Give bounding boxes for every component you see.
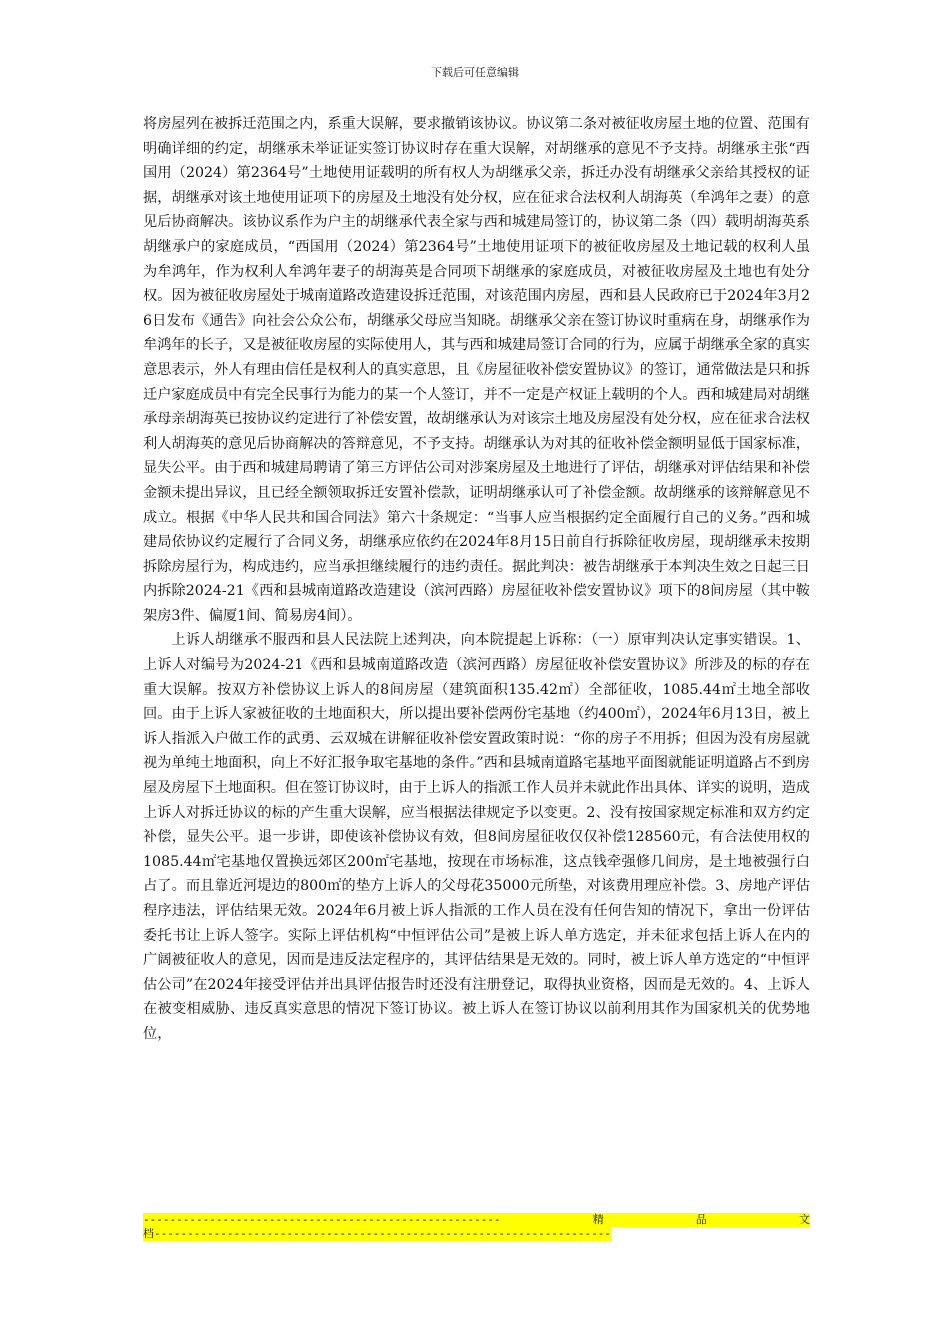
paragraph-judgment: 将房屋列在被拆迁范围之内，系重大误解，要求撤销该协议。协议第二条对被征收房屋土地的位置、范围有明确详细的约定，胡继承未举证证实签订协议时存在重大误解，对胡继承的意见不予支持。胡继承主张“西国用（2024）第2364号”土地使用证载明的所有权人为胡继承父亲，拆迁办没有胡继承父亲给其授权的证据，胡继承对该土地使用证项下的房屋及土地没有处分权，应在征求合法权利人胡海英（牟鸿年之妻）的意见后协商解决。该协议系作为户主的胡继承代表全家与西和城建局签订的，协议第二条（四）载明胡海英系胡继承户的家庭成员，“西国用（2024）第2364号”土地使用证项下的被征收房屋及土地记载的权利人虽为牟鸿年，作为权利人牟鸿年妻子的胡海英是合同项下胡继承的家庭成员，对被征收房屋及土地也有处分权。因为被征收房屋处于城南道路改造建设拆迁范围，对该范围内房屋，西和县人民政府已于2024年3月26日发布《通告》向社会公众公布，胡继承父母应当知晓。胡继承父亲在签订协议时重病在身，胡继承作为牟鸿年的长子，又是被征收房屋的实际使用人，其与西和城建局签订合同的行为，应属于胡继承全家的真实意思表示，外人有理由信任是权利人的真实意思，且《房屋征收补偿安置协议》的签订，通常做法是只和拆迁户家庭成员中有完全民事行为能力的某一个人签订，并不一定是产权证上载明的个人。西和城建局对胡继承母亲胡海英已按协议约定进行了补偿安置，故胡继承认为对该宗土地及房屋没有处分权，应在征求合法权利人胡海英的意见后协商解决的答辩意见，不予支持。胡继承认为对其的征收补偿金额明显低于国家标准，显失公平。由于西和城建局聘请了第三方评估公司对涉案房屋及土地进行了评估，胡继承对评估结果和补偿金额未提出异议，且已经全额领取拆迁安置补偿款，证明胡继承认可了补偿金额。故胡继承的该辩解意见不成立。根据《中华人民共和国合同法》第六十条规定：“当事人应当根据约定全面履行自己的义务。”西和城建局依协议约定履行了合同义务，胡继承应依约在2024年8月15日前自行拆除征收房屋，现胡继承未按期拆除房屋行为，构成违约，应当承担继续履行的违约责任。据此判决：被告胡继承于本判决生效之日起三日内拆除2024-21《西和县城南道路改造建设（滨河西路）房屋征收补偿安置协议》项下的8间房屋（其中鞍架房3件、偏厦1间、简易房4间）。	[143, 116, 810, 624]
page-header: 下载后可任意编辑	[431, 66, 519, 79]
footer-dashes-left: ------------------------------------------------------	[143, 1213, 501, 1226]
footer-char-1: 精	[592, 1213, 604, 1226]
paragraph-appeal: 上诉人胡继承不服西和县人民法院上述判决，向本院提起上诉称：（一）原审判决认定事实错误。1、上诉人对编号为2024-21《西和县城南道路改造（滨河西路）房屋征收补偿安置协议》所涉及的标的存在重大误解。按双方补偿协议上诉人的8间房屋（建筑面积135.42㎡）全部征收，1085.44㎡土地全部收回。由于上诉人家被征收的土地面积大，所以提出要补偿两份宅基地（约400㎡），2024年6月13日，被上诉人指派入户做工作的武勇、云双城在讲解征收补偿安置政策时说：“你的房子不用拆；但因为没有房屋就视为单纯土地面积，向上不好汇报争取宅基地的条件。”西和县城南道路宅基地平面图就能证明道路占不到房屋及房屋下土地面积。但在签订协议时，由于上诉人的指派工作人员并未就此作出具体、详实的说明，造成上诉人对拆迁协议的标的产生重大误解，应当根据法律规定予以变更。2、没有按国家规定标准和双方约定补偿，显失公平。退一步讲，即使该补偿协议有效，但8间房屋征收仅仅补偿128560元，有合法使用权的1085.44㎡宅基地仅置换远郊区200㎡宅基地，按现在市场标准，这点钱牵强修几间房，是土地被强行白占了。而且靠近河堤边的800㎡的垫方上诉人的父母花35000元所垫，对该费用理应补偿。3、房地产评估程序违法，评估结果无效。2024年6月被上诉人指派的工作人员在没有任何告知的情况下，拿出一份评估委托书让上诉人签字。实际上评估机构“中恒评估公司”是被上诉人单方选定，并未征求包括上诉人在内的广阔被征收人的意见，因而是违反法定程序的，其评估结果是无效的。同时，被上诉人单方选定的“中恒评估公司”在2024年接受评估并出具评估报告时还没有注册登记，取得执业资格，因而是无效的。4、上诉人在被变相威胁、违反真实意思的情况下签订协议。被上诉人在签订协议以前利用其作为国家机关的优势地位，	[143, 632, 810, 1042]
document-body	[143, 112, 810, 1047]
footer-watermark	[143, 1213, 810, 1245]
footer-char-4: 档	[143, 1227, 154, 1240]
footer-line-2	[143, 1227, 611, 1241]
footer-line-1	[143, 1213, 810, 1227]
footer-char-3: 文	[799, 1213, 810, 1226]
footer-dashes-right: ---------------------------------------------------------------------	[154, 1227, 611, 1240]
footer-char-2: 品	[695, 1213, 707, 1226]
